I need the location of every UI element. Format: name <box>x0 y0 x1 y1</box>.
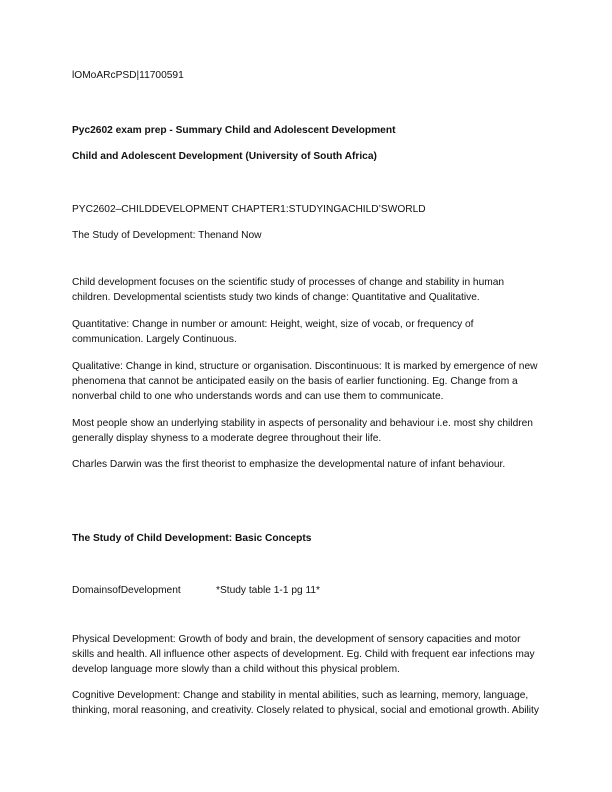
paragraph-quantitative <box>72 317 542 347</box>
paragraph-physical <box>72 632 542 677</box>
paragraph-line: thinking, moral reasoning, and creativity. Closely related to physical, social and emotional growth. Ability <box>72 705 539 716</box>
paragraph-cognitive <box>72 688 542 718</box>
paragraph-line: Physical Development: Growth of body and brain, the development of sensory capacities and motor <box>72 634 521 645</box>
paragraph-line: generally display shyness to a moderate degree throughout their life. <box>72 433 382 444</box>
document-id: lOMoARcPSD|11700591 <box>72 70 184 81</box>
paragraph-stability <box>72 416 542 446</box>
paragraph-line: nonverbal child to one who understands words and can use them to communicate. <box>72 391 444 402</box>
paragraph-line: communication. Largely Continuous. <box>72 334 237 345</box>
paragraph-line: Quantitative: Change in number or amount: Height, weight, size of vocab, or frequency of <box>72 319 474 330</box>
paragraph-line: phenomena that cannot be anticipated easily on the basis of earlier functioning. Eg. Change from a <box>72 376 518 387</box>
paragraph-line: Cognitive Development: Change and stability in mental abilities, such as learning, memory, language, <box>72 690 529 701</box>
paragraph-qualitative <box>72 359 542 404</box>
paragraph-line: Charles Darwin was the first theorist to emphasize the developmental nature of infant behaviour. <box>72 459 506 470</box>
document-title: Pyc2602 exam prep - Summary Child and Adolescent Development <box>72 125 396 136</box>
table-reference: *Study table 1-1 pg 11* <box>216 585 321 596</box>
domains-label: DomainsofDevelopment <box>72 585 181 596</box>
paragraph-line: children. Developmental scientists study two kinds of change: Quantitative and Qualitative. <box>72 292 480 303</box>
section-heading: The Study of Child Development: Basic Concepts <box>72 533 312 544</box>
paragraph-darwin <box>72 457 542 472</box>
paragraph-line: Qualitative: Change in kind, structure or organisation. Discontinuous: It is marked by emergence of new <box>72 361 538 372</box>
paragraph-line: Child development focuses on the scientific study of processes of change and stability in human <box>72 277 505 288</box>
paragraph-line: develop language more slowly than a child without this physical problem. <box>72 664 400 675</box>
chapter-heading: PYC2602–CHILDDEVELOPMENT CHAPTER1:STUDYINGACHILD’SWORLD <box>72 204 426 215</box>
paragraph-intro <box>72 275 542 305</box>
paragraph-line: Most people show an underlying stability in aspects of personality and behaviour i.e. most shy children <box>72 418 533 429</box>
document-source: Child and Adolescent Development (University of South Africa) <box>72 151 377 162</box>
paragraph-line: skills and health. All influence other aspects of development. Eg. Child with frequent ear infections may <box>72 649 535 660</box>
chapter-subheading: The Study of Development: Thenand Now <box>72 230 262 241</box>
